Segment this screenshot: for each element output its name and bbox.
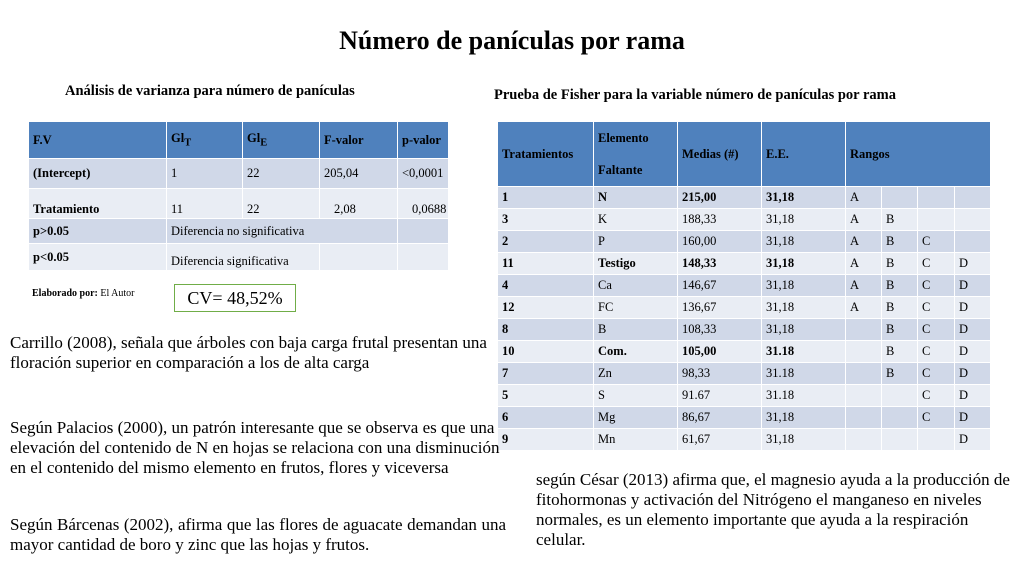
- fisher-row: [498, 319, 991, 341]
- fisher-cell-rango: B: [882, 363, 918, 385]
- fisher-cell-tratamiento: 11: [498, 253, 594, 275]
- fisher-cell-rango: C: [918, 275, 955, 297]
- fisher-cell-media: 136,67: [678, 297, 762, 319]
- fisher-cell-rango: A: [846, 275, 882, 297]
- paragraph-cesar: según César (2013) afirma que, el magnesio ayuda a la producción de fitohormonas y activación del Nitrógeno el manganeso en niveles normales, es un elemento importante que ayuda a la respiración celular.: [536, 470, 1010, 549]
- cv-box: CV= 48,52%: [174, 284, 296, 312]
- fisher-cell-ee: 31,18: [762, 231, 846, 253]
- fisher-cell-media: 160,00: [678, 231, 762, 253]
- fisher-cell-media: 146,67: [678, 275, 762, 297]
- fisher-cell-tratamiento: 3: [498, 209, 594, 231]
- fisher-cell-rango: C: [918, 297, 955, 319]
- anova-cell: 2,08: [320, 189, 398, 219]
- fisher-cell-elemento: P: [594, 231, 678, 253]
- fisher-header-row: [498, 122, 991, 187]
- fisher-cell-rango: [918, 429, 955, 451]
- fisher-row: [498, 231, 991, 253]
- fisher-header-medias: Medias (#): [678, 122, 762, 187]
- paragraph-carrillo: Carrillo (2008), señala que árboles con baja carga frutal presentan una floración superior en comparación a los de alta carga: [10, 333, 487, 372]
- fisher-cell-rango: [846, 341, 882, 363]
- fisher-cell-rango: B: [882, 275, 918, 297]
- fisher-cell-rango: A: [846, 209, 882, 231]
- fisher-table: [497, 121, 991, 451]
- credit-value: El Autor: [100, 288, 135, 299]
- fisher-row: [498, 275, 991, 297]
- fisher-cell-rango: A: [846, 253, 882, 275]
- anova-table: [28, 121, 449, 271]
- fisher-cell-ee: 31,18: [762, 187, 846, 209]
- fisher-cell-rango: [955, 187, 991, 209]
- fisher-header-rangos: Rangos: [846, 122, 991, 187]
- anova-cell: 11: [167, 189, 243, 219]
- fisher-cell-ee: 31,18: [762, 319, 846, 341]
- anova-header-glt: $Gl_T$: [167, 122, 243, 159]
- fisher-cell-rango: B: [882, 253, 918, 275]
- fisher-cell-rango: B: [882, 297, 918, 319]
- page-title: Número de panículas por rama: [339, 26, 685, 55]
- fisher-cell-rango: [882, 187, 918, 209]
- fisher-cell-rango: D: [955, 407, 991, 429]
- fisher-cell-rango: D: [955, 275, 991, 297]
- fisher-cell-tratamiento: 1: [498, 187, 594, 209]
- anova-header-fv: F.V: [29, 122, 167, 159]
- fisher-cell-rango: [882, 385, 918, 407]
- fisher-cell-media: 188,33: [678, 209, 762, 231]
- fisher-cell-rango: D: [955, 385, 991, 407]
- anova-subtitle: Análisis de varianza para número de panículas: [65, 83, 355, 99]
- fisher-row: [498, 407, 991, 429]
- fisher-cell-ee: 31,18: [762, 275, 846, 297]
- fisher-row: [498, 187, 991, 209]
- fisher-row: [498, 209, 991, 231]
- fisher-cell-media: 98,33: [678, 363, 762, 385]
- fisher-row: [498, 429, 991, 451]
- anova-note-text: Diferencia significativa: [167, 244, 320, 271]
- fisher-cell-rango: [955, 231, 991, 253]
- fisher-cell-rango: C: [918, 407, 955, 429]
- fisher-cell-ee: 31.18: [762, 363, 846, 385]
- fisher-cell-rango: A: [846, 297, 882, 319]
- fisher-cell-rango: C: [918, 231, 955, 253]
- anova-cell: Tratamiento: [29, 189, 167, 219]
- fisher-cell-rango: B: [882, 319, 918, 341]
- credit-label: Elaborado por:: [32, 288, 98, 299]
- fisher-cell-rango: D: [955, 363, 991, 385]
- fisher-cell-elemento: B: [594, 319, 678, 341]
- fisher-header-tratamientos: Tratamientos: [498, 122, 594, 187]
- fisher-cell-media: 105,00: [678, 341, 762, 363]
- fisher-cell-ee: 31,18: [762, 297, 846, 319]
- anova-header-row: [29, 122, 449, 159]
- fisher-cell-rango: [955, 209, 991, 231]
- anova-empty-cell: [398, 219, 449, 244]
- fisher-cell-elemento: Zn: [594, 363, 678, 385]
- anova-header-fvalor: F-valor: [320, 122, 398, 159]
- fisher-cell-elemento: FC: [594, 297, 678, 319]
- fisher-cell-tratamiento: 8: [498, 319, 594, 341]
- fisher-cell-elemento: Mg: [594, 407, 678, 429]
- fisher-cell-media: 91.67: [678, 385, 762, 407]
- fisher-cell-rango: C: [918, 385, 955, 407]
- fisher-cell-tratamiento: 12: [498, 297, 594, 319]
- anova-row-tratamiento: [29, 189, 449, 219]
- fisher-cell-ee: 31,18: [762, 407, 846, 429]
- fisher-cell-rango: [846, 407, 882, 429]
- anova-note-label: p<0.05: [29, 244, 167, 271]
- anova-cell: 22: [243, 189, 320, 219]
- fisher-cell-rango: A: [846, 231, 882, 253]
- fisher-cell-elemento: N: [594, 187, 678, 209]
- fisher-header-elemento-line1: Elemento: [598, 131, 649, 145]
- anova-cell: 22: [243, 159, 320, 189]
- fisher-header-elemento: [594, 122, 678, 187]
- anova-cell: 1: [167, 159, 243, 189]
- fisher-cell-rango: C: [918, 253, 955, 275]
- fisher-cell-elemento: Com.: [594, 341, 678, 363]
- fisher-cell-tratamiento: 4: [498, 275, 594, 297]
- fisher-cell-rango: C: [918, 363, 955, 385]
- fisher-cell-rango: B: [882, 231, 918, 253]
- fisher-cell-rango: C: [918, 341, 955, 363]
- fisher-row: [498, 253, 991, 275]
- fisher-cell-rango: A: [846, 187, 882, 209]
- fisher-cell-rango: C: [918, 319, 955, 341]
- fisher-cell-media: 61,67: [678, 429, 762, 451]
- anova-cell: <0,0001: [398, 159, 449, 189]
- paragraph-barcenas: Según Bárcenas (2002), afirma que las flores de aguacate demandan una mayor cantidad de boro y zinc que las hojas y frutos.: [10, 515, 506, 554]
- fisher-cell-ee: 31,18: [762, 209, 846, 231]
- fisher-header-ee: E.E.: [762, 122, 846, 187]
- fisher-cell-rango: [882, 429, 918, 451]
- anova-cell: (Intercept): [29, 159, 167, 189]
- anova-note-row: [29, 219, 449, 244]
- fisher-cell-elemento: S: [594, 385, 678, 407]
- fisher-cell-ee: 31,18: [762, 429, 846, 451]
- fisher-subtitle: Prueba de Fisher para la variable número de panículas por rama: [494, 87, 896, 103]
- anova-empty-cell: [398, 244, 449, 271]
- fisher-cell-rango: D: [955, 297, 991, 319]
- fisher-row: [498, 341, 991, 363]
- fisher-cell-rango: [918, 209, 955, 231]
- anova-note-label: p>0.05: [29, 219, 167, 244]
- anova-header-gle: $Gl_E$: [243, 122, 320, 159]
- fisher-cell-media: 215,00: [678, 187, 762, 209]
- fisher-cell-rango: [846, 363, 882, 385]
- fisher-cell-tratamiento: 10: [498, 341, 594, 363]
- paragraph-palacios: Según Palacios (2000), un patrón interesante que se observa es que una elevación del contenido de N en hojas se relaciona con una disminución en el contenido del mismo elemento en frutos, flores y viceversa: [10, 418, 500, 477]
- anova-header-pvalor: p-valor: [398, 122, 449, 159]
- fisher-header-elemento-line2: Faltante: [598, 163, 643, 177]
- fisher-row: [498, 363, 991, 385]
- anova-cell: 0,0688: [398, 189, 449, 219]
- fisher-cell-rango: B: [882, 209, 918, 231]
- anova-row-intercept: [29, 159, 449, 189]
- fisher-cell-rango: D: [955, 429, 991, 451]
- fisher-cell-ee: 31.18: [762, 341, 846, 363]
- fisher-cell-elemento: Ca: [594, 275, 678, 297]
- fisher-cell-rango: B: [882, 341, 918, 363]
- fisher-cell-ee: 31.18: [762, 385, 846, 407]
- fisher-cell-rango: [918, 187, 955, 209]
- fisher-cell-tratamiento: 7: [498, 363, 594, 385]
- anova-note-row: [29, 244, 449, 271]
- fisher-cell-rango: [846, 429, 882, 451]
- fisher-cell-tratamiento: 9: [498, 429, 594, 451]
- fisher-cell-rango: D: [955, 319, 991, 341]
- fisher-cell-media: 108,33: [678, 319, 762, 341]
- fisher-cell-rango: D: [955, 253, 991, 275]
- anova-note-text: Diferencia no significativa: [167, 219, 398, 244]
- fisher-cell-tratamiento: 6: [498, 407, 594, 429]
- fisher-cell-media: 148,33: [678, 253, 762, 275]
- fisher-cell-media: 86,67: [678, 407, 762, 429]
- fisher-cell-rango: D: [955, 341, 991, 363]
- fisher-cell-tratamiento: 2: [498, 231, 594, 253]
- fisher-body: [498, 187, 991, 451]
- fisher-row: [498, 385, 991, 407]
- anova-cell: 205,04: [320, 159, 398, 189]
- fisher-cell-rango: [846, 385, 882, 407]
- fisher-cell-tratamiento: 5: [498, 385, 594, 407]
- anova-empty-cell: [320, 244, 398, 271]
- fisher-cell-rango: [846, 319, 882, 341]
- fisher-cell-elemento: Testigo: [594, 253, 678, 275]
- fisher-cell-rango: [882, 407, 918, 429]
- credit-line: [32, 288, 135, 299]
- fisher-cell-elemento: K: [594, 209, 678, 231]
- fisher-cell-elemento: Mn: [594, 429, 678, 451]
- fisher-row: [498, 297, 991, 319]
- fisher-cell-ee: 31,18: [762, 253, 846, 275]
